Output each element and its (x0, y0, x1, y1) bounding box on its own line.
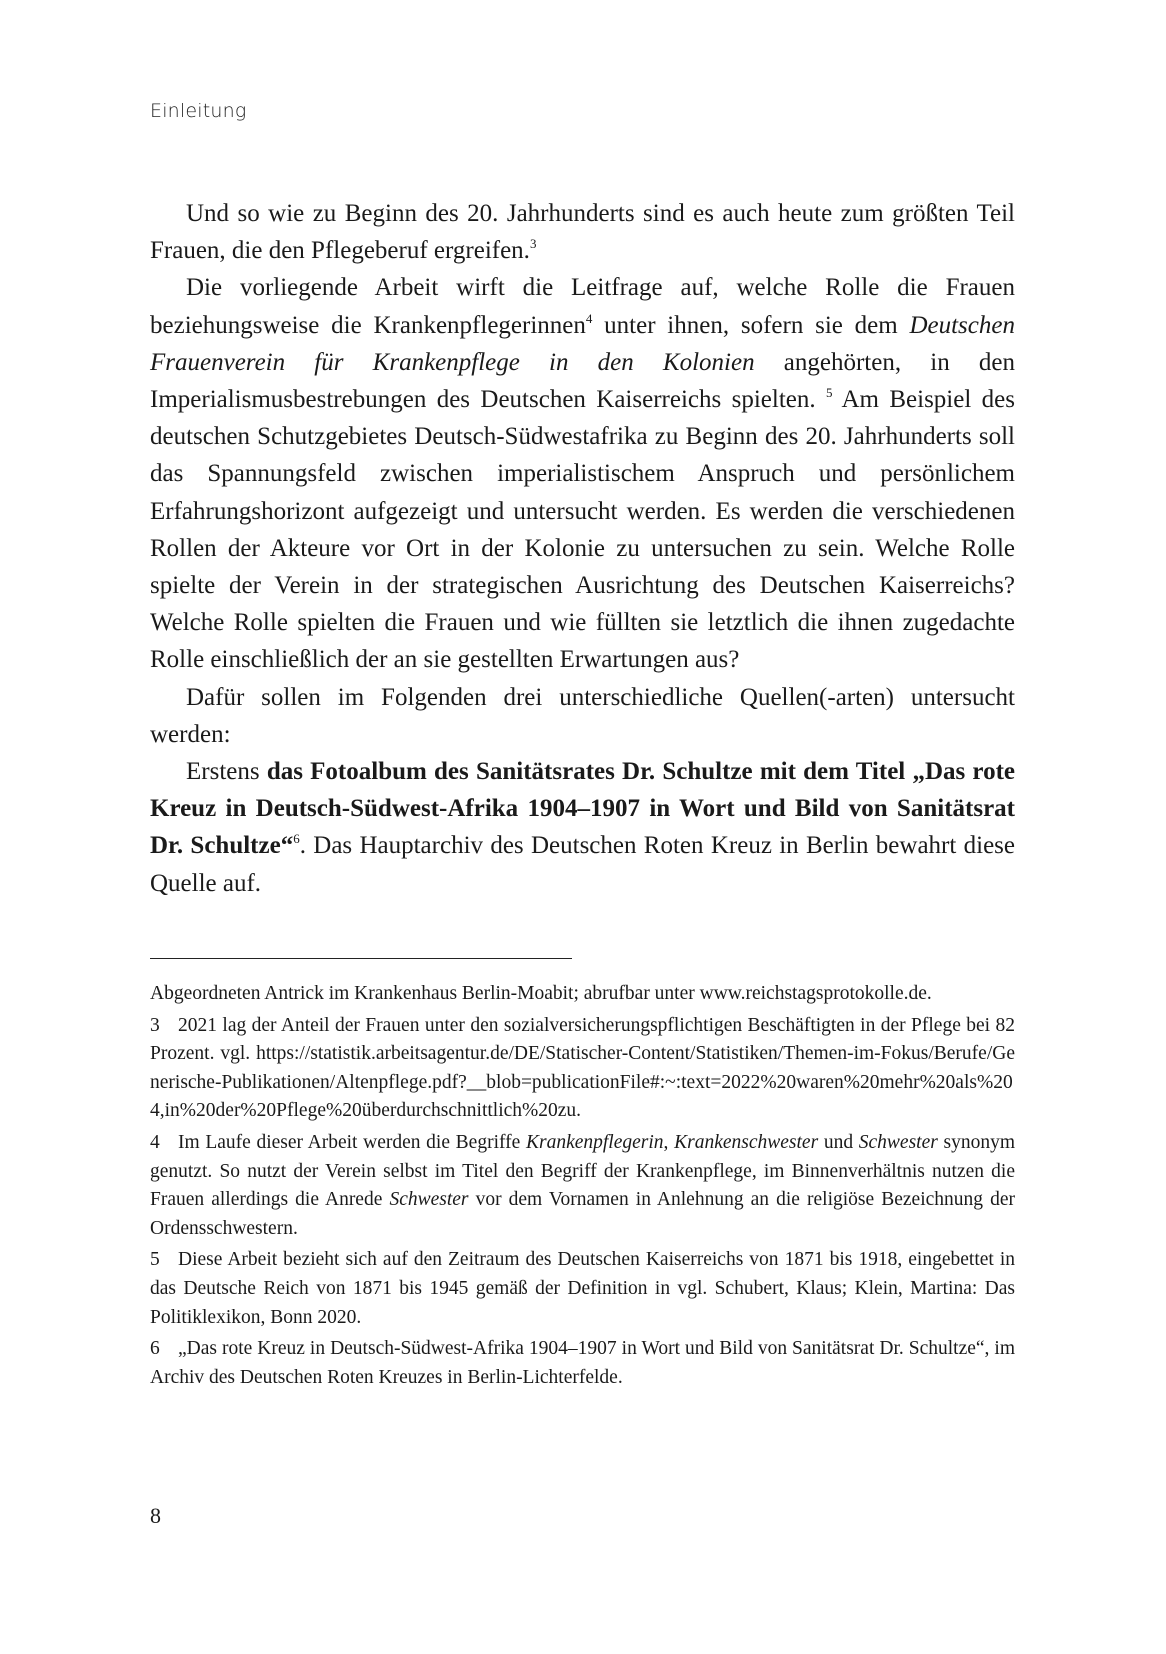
footnote-number: 5 (150, 1249, 160, 1271)
footnote-5 (150, 1246, 1015, 1332)
paragraph-text: Und so wie zu Beginn des 20. Jahrhunderts sind es auch heute zum größten Teil Frauen, die den Pflegeberuf ergreifen. (150, 200, 1015, 265)
footnote-text: vor dem Vornamen in Anlehnung an die religiöse Bezeichnung der Ordensschwestern. (150, 1189, 1015, 1239)
footnote-text: und (818, 1131, 859, 1153)
footnote-6 (150, 1335, 1015, 1392)
paragraph-1 (150, 195, 1015, 269)
paragraph-text: . Das Hauptarchiv des Deutschen Roten Kreuz in Berlin bewahrt diese Quelle auf. (150, 832, 1015, 897)
paragraph-4 (150, 753, 1015, 902)
footnote-text: synonym genutzt. So nutzt der Verein selbst im Titel den Begriff der Krankenpflege, im Binnenverhältnis nutzen die Frauen allerdings die Anrede (150, 1131, 1016, 1211)
footnote-text: 2021 lag der Anteil der Frauen unter den sozialversicherungspflichtigen Beschäftigten in der Pflege bei 82 Prozent. vgl. (150, 1014, 1015, 1065)
footnote-continuation: Abgeordneten Antrick im Krankenhaus Berlin-Moabit; abrufbar unter www.reichstagsprotokolle.de. (150, 983, 932, 1004)
footnote-ref-5[interactable]: 5 (825, 385, 833, 401)
term: Krankenschwester (674, 1131, 819, 1153)
footnote-text: „Das rote Kreuz in Deutsch-Südwest-Afrika 1904–1907 in Wort und Bild von Sanitätsrat Dr. Schultze“, im Archiv des Deutschen Roten Kreuzes in Berlin-Lichterfelde. (150, 1338, 1015, 1388)
footnote-ref-4[interactable]: 4 (585, 310, 593, 326)
footnotes (150, 980, 1015, 1395)
footnote-3 (150, 1012, 1015, 1126)
footnote-text: Im Laufe dieser Arbeit werden die Begriffe (178, 1131, 526, 1153)
footnote-number: 6 (150, 1338, 160, 1360)
term: Schwester (389, 1189, 469, 1211)
paragraph-text: Erstens (186, 758, 267, 786)
footnote-text: Diese Arbeit bezieht sich auf den Zeitraum des Deutschen Kaiserreichs von 1871 bis 1918, eingebettet in das Deutsche Reich von 1871 bis 1945 gemäß der Definition in vgl. Schubert, Klaus; Klein, Martina: Das Politiklexikon, Bonn 2020. (150, 1249, 1015, 1328)
footnote-number: 4 (150, 1131, 160, 1153)
main-text (150, 195, 1015, 902)
page-number: 8 (150, 1503, 161, 1528)
term: Schwester (858, 1131, 938, 1153)
paragraph-3: Dafür sollen im Folgenden drei unterschiedliche Quellen(-arten) untersucht werden: (150, 683, 1015, 748)
paragraph-text: Am Beispiel des deutschen Schutzgebietes Deutsch-Südwestafrika zu Beginn des 20. Jahrhunderts soll das Spannungsfeld zwischen imperialistischem Anspruch und persönlichem Erfahrungshorizont aufgezeigt und untersucht werden. Es werden die verschiedenen Rollen der Akteure vor Ort in der Kolonie zu untersuchen zu sein. Welche Rolle spielte der Verein in der strategischen Ausrichtung des Deutschen Kaiserreichs? Welche Rolle spielten die Frauen und wie füllten sie letztlich die ihnen zugedachte Rolle einschließlich der an sie gestellten Erwartungen aus? (150, 386, 1015, 674)
paragraph-2 (150, 269, 1015, 678)
running-head: Einleitung (150, 100, 247, 122)
paragraph-text: angehörten, in den Imperialismusbestrebungen des Deutschen Kaiserreichs spielten. (150, 348, 1015, 414)
footnote-4 (150, 1129, 1015, 1243)
association-name: Deutschen Frauenverein für Krankenpflege in den Kolonien (150, 311, 1015, 376)
paragraph-text: unter ihnen, sofern sie dem (592, 311, 910, 339)
footnote-divider (150, 958, 572, 959)
term: Krankenpflegerin (525, 1131, 664, 1153)
footnote-ref-6[interactable]: 6 (293, 831, 300, 847)
paragraph-text: Die vorliegende Arbeit wirft die Leitfrage auf, welche Rolle die Frauen beziehungsweise die Krankenpflegerinnen (150, 274, 1015, 339)
footnote-text: , (663, 1131, 675, 1153)
footnote-number: 3 (150, 1014, 160, 1036)
footnote-ref-3[interactable]: 3 (529, 236, 537, 252)
source-title: das Fotoalbum des Sanitätsrates Dr. Schultze mit dem Titel „Das rote Kreuz in Deutsch-Südwest-Afrika 1904–1907 in Wort und Bild von Sanitätsrat Dr. Schultze“ (150, 758, 1015, 860)
footnote-link[interactable]: https://statistik.arbeitsagentur.de/DE/Statischer-Content/Statistiken/Themen-im-Fokus/Berufe/Generische-Publikationen/Altenpflege.pdf?__blob=publicationFile#:~:text=2022%20waren%20mehr%20als%204,in%20der%20Pflege%20überdurchschnittlich%20zu. (150, 1043, 1015, 1122)
